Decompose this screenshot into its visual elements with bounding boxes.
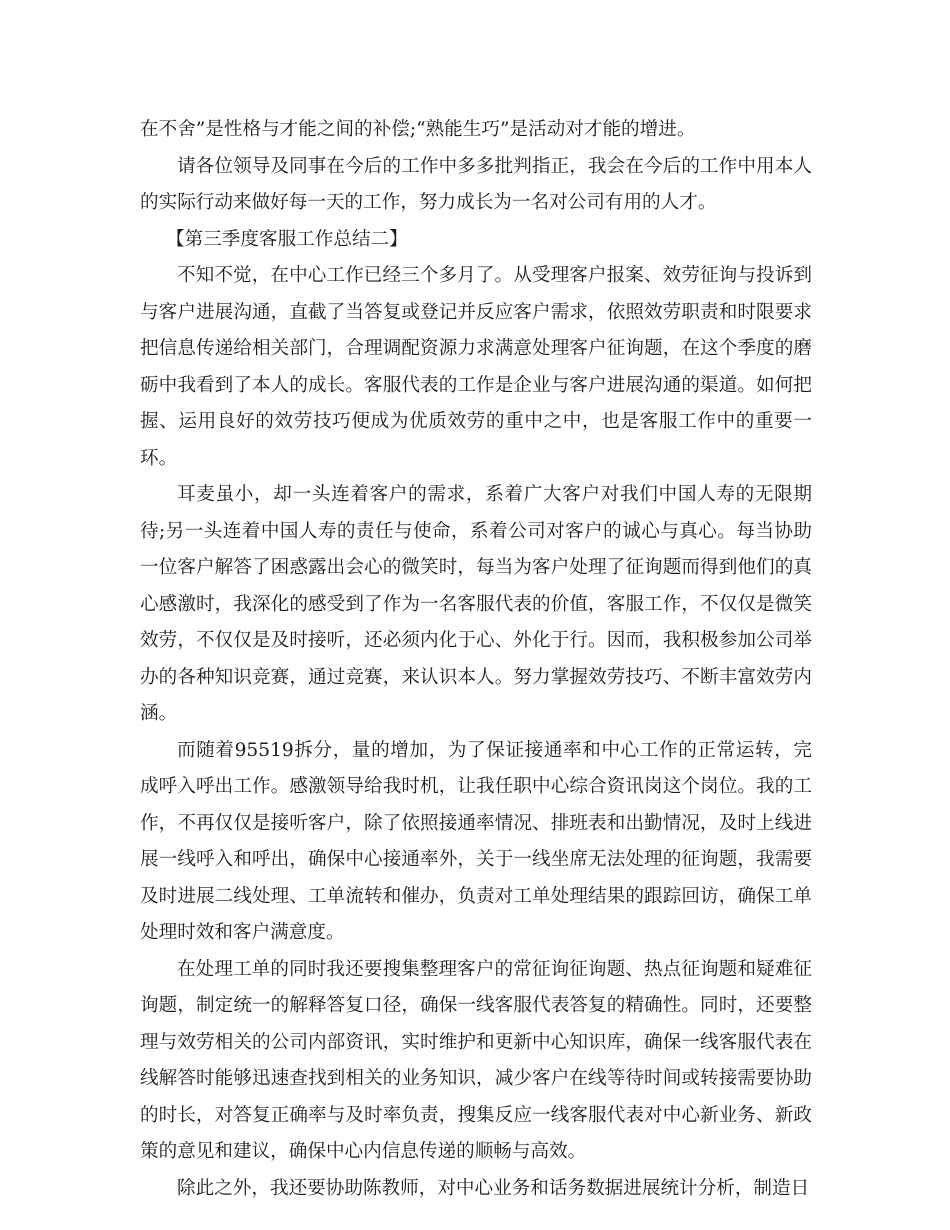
paragraph-intro: 不知不觉，在中心工作已经三个多月了。从受理客户报案、效劳征询与投诉到与客户进展沟通，直截了当答复或登记并反应客户需求，依照效劳职责和时限要求把信息传递给相关部门，合理调配资源力求满意处理客户征询题，在这个季度的磨砺中我看到了本人的成长。客服代表的工作是企业与客户进展沟通的渠道。如何把握、运用良好的效劳技巧便成为优质效劳的重中之中，也是客服工作中的重要一环。 (140, 265, 812, 469)
paragraph-closing-request: 请各位领导及同事在今后的工作中多多批判指正，我会在今后的工作中用本人的实际行动来做好每一天的工作，努力成长为一名对公司有用的人才。 (140, 155, 812, 213)
paragraph-headset: 耳麦虽小，却一头连着客户的需求，系着广大客户对我们中国人寿的无限期待;另一头连着中国人寿的责任与使命，系着公司对客户的诚心与真心。每当协助一位客户解答了困惑露出会心的微笑时，每当为客户处理了征询题而得到他们的真心感激时，我深化的感受到了作为一名客服代表的价值，客服工作，不仅仅是微笑效劳，不仅仅是及时接听，还必须内化于心、外化于行。因而，我积极参加公司举办的各种知识竞赛，通过竞赛，来认识本人。努力掌握效劳技巧、不断丰富效劳内涵。 (140, 484, 812, 724)
paragraph-statistics: 除此之外，我还要协助陈教师，对中心业务和话务数据进展统计分析，制造日 (177, 1177, 810, 1199)
document-body (140, 112, 812, 1207)
paragraph-work-orders: 在处理工单的同时我还要搜集整理客户的常征询征询题、热点征询题和疑难征询题，制定统一的解释答复口径，确保一线客服代表答复的精确性。同时，还要整理与效劳相关的公司内部资讯，实时维护和更新中心知识库，确保一线客服代表在线解答时能够迅速查找到相关的业务知识，减少客户在线等待时间或转接需要协助的时长，对答复正确率与及时率负责，搜集反应一线客服代表对中心新业务、新政策的意见和建议，确保中心内信息传递的顺畅与高效。 (140, 958, 812, 1162)
section-heading: 【第三季度客服工作总结二】 (166, 228, 408, 250)
paragraph-continuation: 在不舍”是性格与才能之间的补偿;“熟能生巧”是活动对才能的增进。 (140, 119, 696, 140)
paragraph-95519: 而随着95519拆分，量的增加，为了保证接通率和中心工作的正常运转，完成呼入呼出工作。感激领导给我时机，让我任职中心综合资讯岗这个岗位。我的工作，不再仅仅是接听客户，除了依照接通率情况、排班表和出勤情况，及时上线进展一线呼入和呼出，确保中心接通率外，关于一线坐席无法处理的征询题，我需要及时进展二线处理、工单流转和催办，负责对工单处理结果的跟踪回访，确保工单处理时效和客户满意度。 (140, 739, 812, 943)
